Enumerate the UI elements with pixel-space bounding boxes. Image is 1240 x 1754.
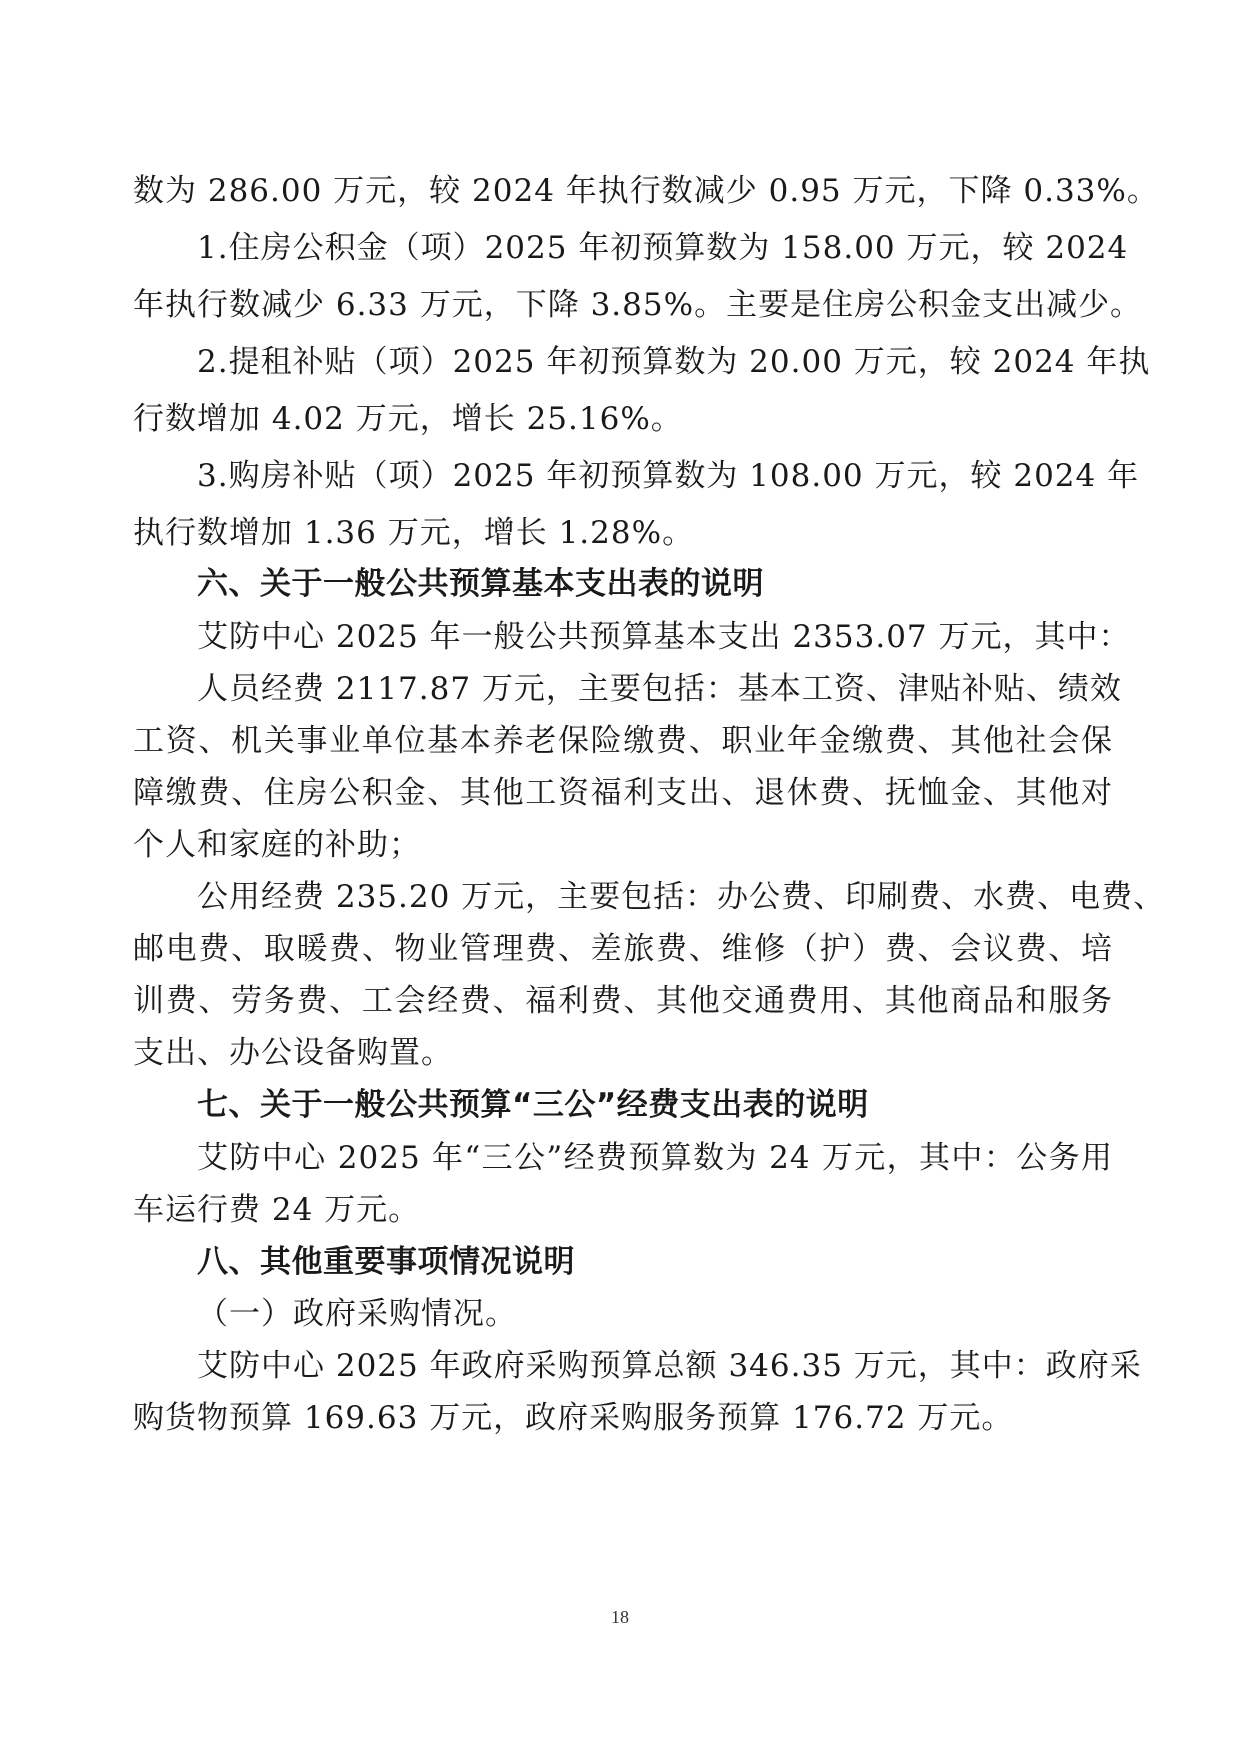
text-line: 3.购房补贴（项）2025 年初预算数为 108.00 万元，较 2024 年 bbox=[197, 458, 1140, 494]
text-line: 执行数增加 1.36 万元，增长 1.28%。 bbox=[133, 515, 695, 551]
text-line: 训费、劳务费、工会经费、福利费、其他交通费用、其他商品和服务 bbox=[133, 983, 1113, 1019]
text-line: 数为 286.00 万元，较 2024 年执行数减少 0.95 万元，下降 0.33%。 bbox=[133, 173, 1159, 209]
section-heading: 七、关于一般公共预算“三公”经费支出表的说明 bbox=[197, 1087, 869, 1123]
text-line: 公用经费 235.20 万元，主要包括：办公费、印刷费、水费、电费、 bbox=[197, 879, 1166, 915]
text-line: 障缴费、住房公积金、其他工资福利支出、退休费、抚恤金、其他对 bbox=[133, 775, 1113, 811]
text-line: 人员经费 2117.87 万元，主要包括：基本工资、津贴补贴、绩效 bbox=[197, 671, 1122, 707]
section-heading: 六、关于一般公共预算基本支出表的说明 bbox=[197, 566, 764, 602]
text-line: 2.提租补贴（项）2025 年初预算数为 20.00 万元，较 2024 年执 bbox=[197, 344, 1151, 380]
page-number: 18 bbox=[611, 1607, 629, 1627]
text-line: 购货物预算 169.63 万元，政府采购服务预算 176.72 万元。 bbox=[133, 1400, 1014, 1436]
section-heading: 八、其他重要事项情况说明 bbox=[197, 1244, 575, 1280]
text-line: 行数增加 4.02 万元，增长 25.16%。 bbox=[133, 401, 683, 437]
text-line: 个人和家庭的补助； bbox=[133, 827, 421, 863]
text-line: 工资、机关事业单位基本养老保险缴费、职业年金缴费、其他社会保 bbox=[133, 723, 1113, 759]
text-line: 邮电费、取暖费、物业管理费、差旅费、维修（护）费、会议费、培 bbox=[133, 931, 1113, 967]
text-line: 车运行费 24 万元。 bbox=[133, 1192, 421, 1228]
text-line: 年执行数减少 6.33 万元，下降 3.85%。主要是住房公积金支出减少。 bbox=[133, 287, 1143, 323]
text-line: 1.住房公积金（项）2025 年初预算数为 158.00 万元，较 2024 bbox=[197, 230, 1129, 266]
text-line: 艾防中心 2025 年一般公共预算基本支出 2353.07 万元，其中： bbox=[197, 619, 1131, 655]
subsection-heading: （一）政府采购情况。 bbox=[197, 1296, 517, 1332]
text-line: 艾防中心 2025 年政府采购预算总额 346.35 万元，其中：政府采 bbox=[197, 1348, 1142, 1384]
text-line: 艾防中心 2025 年“三公”经费预算数为 24 万元，其中：公务用 bbox=[197, 1140, 1113, 1176]
text-line: 支出、办公设备购置。 bbox=[133, 1035, 453, 1071]
